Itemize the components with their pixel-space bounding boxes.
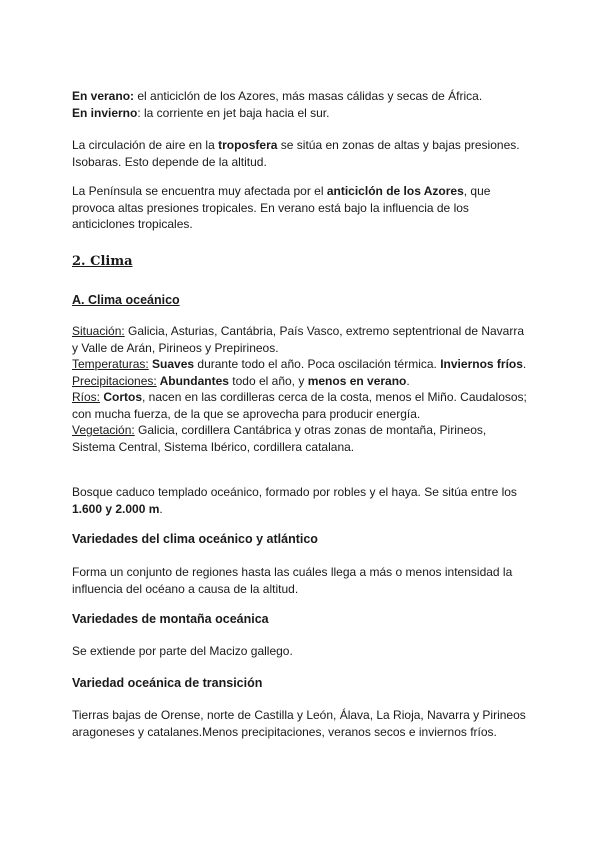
bosque-end: . xyxy=(159,501,163,516)
precipitaciones-bold-verano: menos en verano xyxy=(307,373,407,388)
situacion-line xyxy=(72,323,532,356)
vegetacion-label: Vegetación: xyxy=(72,423,135,437)
oceanic-heading: A. Clima oceánico xyxy=(72,293,180,307)
verano-text: el anticiclón de los Azores, más masas cálidas y secas de África. xyxy=(134,89,483,103)
bosque-text: Bosque caduco templado oceánico, formado por robles y el haya. Se sitúa entre los xyxy=(72,485,517,499)
vegetacion-line xyxy=(72,422,532,455)
oceanic-details xyxy=(72,323,532,455)
section-heading-clima: 2. Clima xyxy=(72,254,133,269)
rios-bold: Cortos xyxy=(100,390,143,404)
intro-verano-line xyxy=(72,88,532,105)
temperaturas-end: . xyxy=(522,357,527,371)
variedades-paragraph: Forma un conjunto de regiones hasta las cuáles llega a más o menos intensidad la influencia del océano a causa de la altitud. xyxy=(72,565,513,596)
rios-text: , nacen en las cordilleras cerca de la costa, menos el Miño. Caudalosos; con mucha fuerza, de la que se aprovecha para producir energía. xyxy=(72,390,527,421)
temperaturas-line xyxy=(72,356,532,373)
precipitaciones-end: . xyxy=(406,373,410,388)
precipitaciones-bold-abundantes: Abundantes xyxy=(156,373,229,388)
rios-label: Ríos: xyxy=(72,390,101,404)
bosque-paragraph xyxy=(72,484,532,517)
intro-paragraph xyxy=(72,88,532,121)
temperaturas-bold-suaves: Suaves xyxy=(148,357,195,371)
temperaturas-label: Temperaturas: xyxy=(72,357,149,371)
invierno-text: : la corriente en jet baja hacia el sur. xyxy=(137,105,330,120)
circulacion-bold: troposfera xyxy=(218,138,278,152)
circulacion-post: se sitúa en zonas de altas y bajas presiones. Isobaras. Esto depende de la altitud. xyxy=(72,138,520,169)
bosque-bold: 1.600 y 2.000 m xyxy=(72,501,160,516)
precipitaciones-label: Precipitaciones: xyxy=(72,373,157,388)
situacion-text: Galicia, Asturias, Cantábria, País Vasco, extremo septentrional de Navarra y Valle de Arán, Pirineos y Prepirineos. xyxy=(72,324,525,355)
variedades-heading: Variedades del clima oceánico y atlántico xyxy=(72,532,318,546)
intro-invierno-line xyxy=(72,105,532,122)
temperaturas-text: durante todo el año. Poca oscilación térmica. xyxy=(194,357,441,371)
precipitaciones-text: todo el año, y xyxy=(228,373,308,388)
rios-line xyxy=(72,389,532,422)
temperaturas-bold-inviernos: Inviernos fríos xyxy=(440,357,523,371)
invierno-label: En invierno xyxy=(72,105,138,120)
verano-label: En verano: xyxy=(72,89,135,103)
peninsula-post: , que provoca altas presiones tropicales. En verano está bajo la influencia de los anticiclones tropicales. xyxy=(72,184,491,231)
vegetacion-text: Galicia, cordillera Cantábrica y otras zonas de montaña, Pirineos, Sistema Central, Sistema Ibérico, cordillera catalana. xyxy=(72,423,487,454)
precipitaciones-line xyxy=(72,373,532,390)
circulacion-pre: La circulación de aire en la xyxy=(72,138,219,152)
peninsula-bold: anticiclón de los Azores xyxy=(326,184,464,198)
transicion-heading: Variedad oceánica de transición xyxy=(72,676,263,690)
transicion-paragraph: Tierras bajas de Orense, norte de Castilla y León, Álava, La Rioja, Navarra y Pirineos aragoneses y catalanes.Menos precipitaciones, veranos secos e inviernos fríos. xyxy=(72,708,526,739)
peninsula-pre: La Península se encuentra muy afectada por el xyxy=(72,184,327,198)
circulacion-paragraph xyxy=(72,137,532,170)
montana-heading: Variedades de montaña oceánica xyxy=(72,612,269,626)
montana-paragraph: Se extiende por parte del Macizo gallego. xyxy=(72,644,293,658)
situacion-label: Situación: xyxy=(72,324,125,338)
peninsula-paragraph xyxy=(72,183,532,233)
